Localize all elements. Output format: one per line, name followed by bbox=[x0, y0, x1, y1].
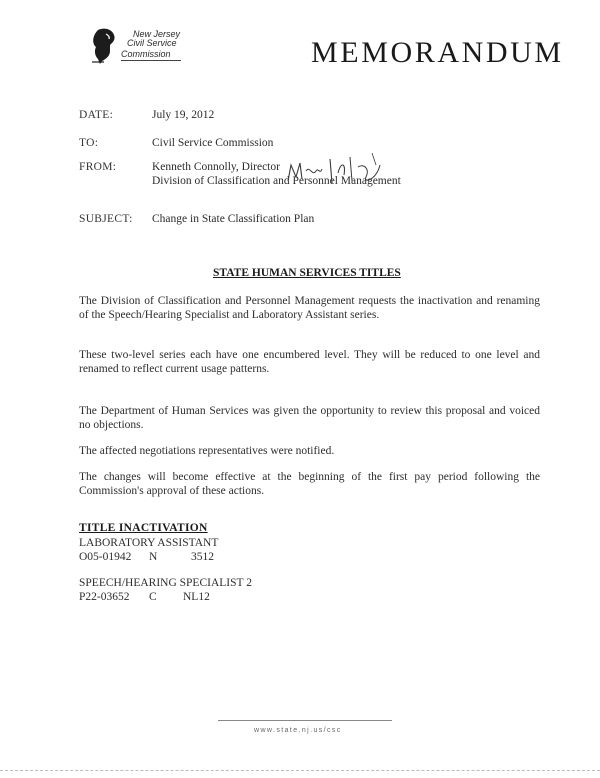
date-value: July 19, 2012 bbox=[152, 109, 215, 121]
item-number: NL12 bbox=[183, 591, 210, 603]
from-name: Kenneth Connolly, Director bbox=[152, 161, 280, 173]
page-edge-rule bbox=[0, 770, 600, 772]
subject-value: Change in State Classification Plan bbox=[152, 213, 315, 225]
item-name: SPEECH/HEARING SPECIALIST 2 bbox=[79, 577, 252, 589]
item-name: LABORATORY ASSISTANT bbox=[79, 537, 219, 549]
to-value: Civil Service Commission bbox=[152, 137, 274, 149]
subject-label: SUBJECT: bbox=[79, 213, 133, 225]
agency-name-line3: Commission bbox=[121, 49, 171, 59]
item-code: P22-03652 bbox=[79, 591, 130, 603]
commission-logo-icon bbox=[88, 26, 122, 66]
paragraph-effective: The changes will become effective at the beginning of the first pay period following the Commission's approval of these actions. bbox=[79, 471, 540, 497]
inactivation-title: TITLE INACTIVATION bbox=[79, 522, 208, 534]
from-label: FROM: bbox=[79, 161, 117, 173]
agency-underline bbox=[121, 60, 181, 61]
agency-name-line2: Civil Service bbox=[127, 38, 177, 48]
document-title: MEMORANDUM bbox=[311, 36, 564, 69]
item-code: O05-01942 bbox=[79, 551, 132, 563]
from-division: Division of Classification and Personnel Management bbox=[152, 175, 401, 187]
to-label: TO: bbox=[79, 137, 99, 149]
section-title: STATE HUMAN SERVICES TITLES bbox=[213, 267, 401, 279]
footer-rule bbox=[218, 720, 392, 721]
paragraph-review: The Department of Human Services was given the opportunity to review this proposal and voiced no objections. bbox=[79, 405, 540, 431]
date-label: DATE: bbox=[79, 109, 114, 121]
handwritten-signature bbox=[286, 151, 386, 193]
item-number: 3512 bbox=[191, 551, 214, 563]
agency-name-line1: New Jersey bbox=[133, 29, 181, 39]
paragraph-notified: The affected negotiations representatives were notified. bbox=[79, 445, 335, 457]
footer-url: www.state.nj.us/csc bbox=[254, 727, 342, 734]
paragraph-request: The Division of Classification and Personnel Management requests the inactivation and renaming of the Speech/Hearing Specialist and Laboratory Assistant series. bbox=[79, 295, 540, 321]
item-class: C bbox=[149, 591, 157, 603]
paragraph-levels: These two-level series each have one encumbered level. They will be reduced to one level and renamed to reflect current usage patterns. bbox=[79, 349, 540, 375]
item-class: N bbox=[149, 551, 158, 563]
